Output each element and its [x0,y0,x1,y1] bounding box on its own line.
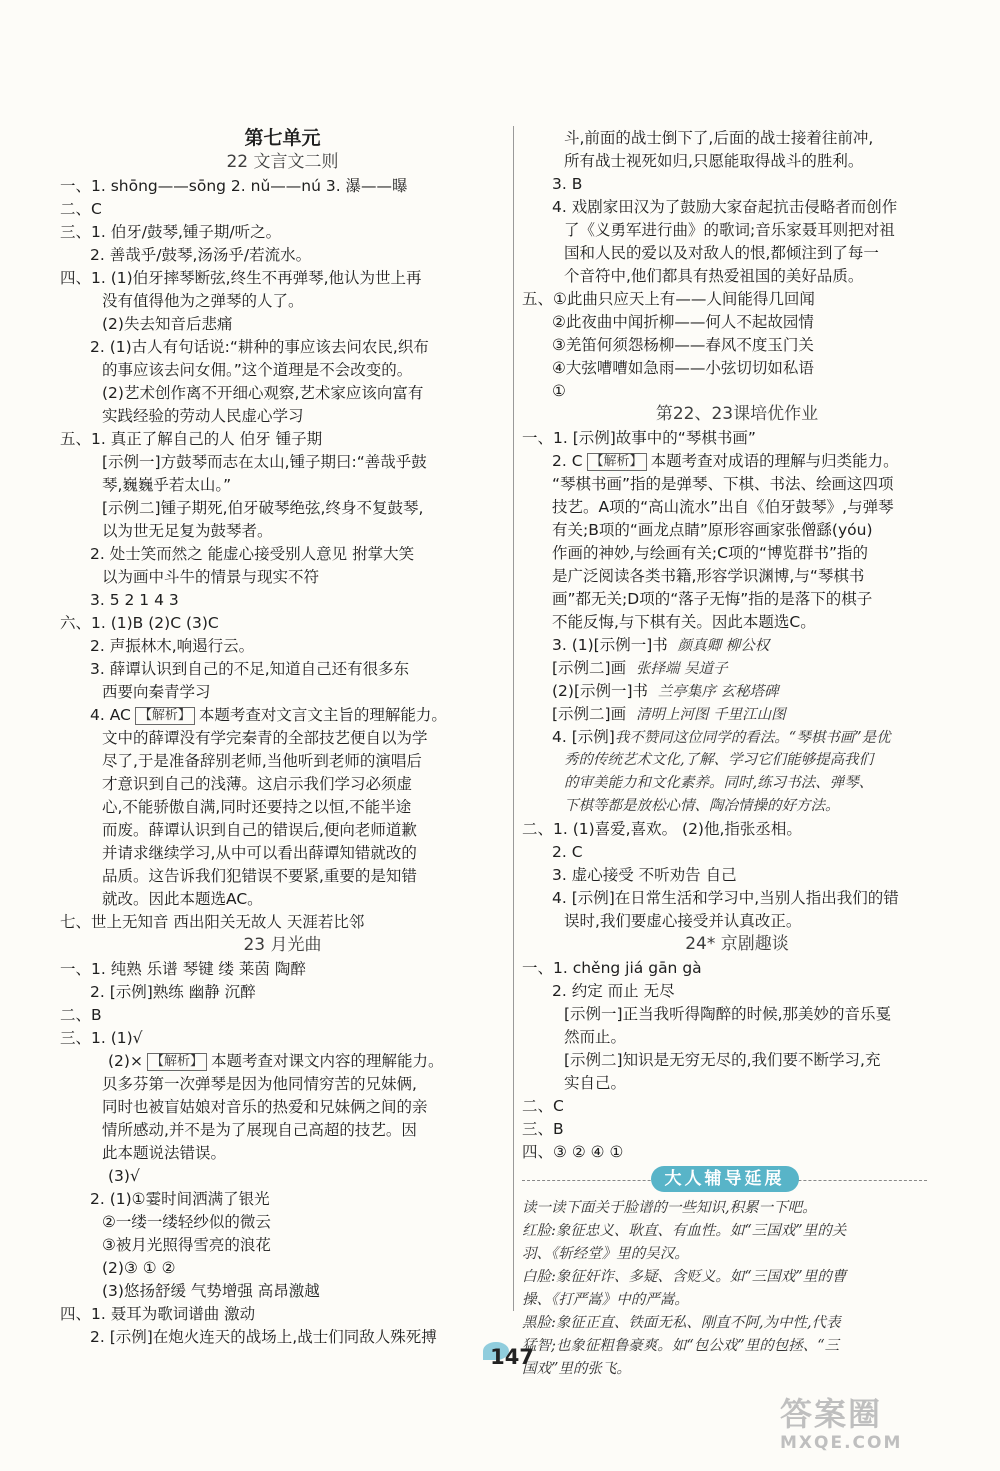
answer-line: 画”都无关;D项的“落子无悔”指的是落下的棋子 [552,590,873,608]
answer-line: 尽了,于是准备辞别老师,当他听到老师的演唱后 [102,752,422,770]
answer-line: 以为世无足复为鼓琴者。 [102,522,273,540]
tutor-line: 操、《打严嵩》中的严嵩。 [522,1292,689,1308]
answer-line: 三、1. (1)√ [60,1029,143,1047]
answer-text: 3. (1)[示例一]书 [552,636,668,654]
answer-line: 斗,前面的战士倒下了,后面的战士接着往前冲, [564,129,874,147]
answer-line: 3. B [552,175,583,193]
answer-line: 实践经验的劳动人民虚心学习 [102,407,304,425]
answer-text: (2)× [108,1052,143,1070]
answer-line: 三、1. 伯牙/鼓琴,锺子期/听之。 [60,223,282,241]
answer-line: 作画的神妙,与绘画有关;C项的“博览群书”指的 [552,544,869,562]
answer-line: [示例一]正当我听得陶醉的时候,那美妙的音乐戛 [564,1005,892,1023]
unit-title: 第七单元 [244,127,321,149]
handwritten-answer: 颜真卿 柳公权 [677,638,770,654]
answer-text: [示例二]画 [552,705,627,723]
answer-line: 的事应该去问女佣。”这个道理是不会改变的。 [102,361,413,379]
answer-line: 品质。这告诉我们犯错误不要紧,重要的是知错 [102,867,417,885]
tutor-line: 白脸:象征奸诈、多疑、含贬义。如“三国戏”里的曹 [522,1269,847,1285]
answer-text: [示例二]画 [552,659,627,677]
answer-line: 心,不能骄傲自满,同时还要持之以恒,不能半途 [102,798,412,816]
answer-line: 四、③ ② ④ ① [522,1143,624,1161]
answer-line: 个音符中,他们都具有热爱祖国的美好品质。 [564,267,864,285]
answer-line: 二、1. (1)喜爱,喜欢。 (2)他,指张丞相。 [522,820,802,838]
answer-line: 有关;B项的“画龙点睛”原形容画家张僧繇(yóu) [552,521,873,539]
answer-line: 实自己。 [564,1074,627,1092]
watermark [780,1395,980,1455]
answer-line [522,656,952,680]
answer-line: 然而止。 [564,1028,627,1046]
tutor-line: 国戏”里的张飞。 [522,1361,631,1377]
answer-line: 2. 善哉乎/鼓琴,汤汤乎/若流水。 [90,246,312,264]
answer-line: 2. [示例]熟练 幽静 沉醉 [90,983,256,1001]
answer-line: 是广泛阅读各类书籍,形容学识渊博,与“琴棋书 [552,567,865,585]
answer-line [522,679,952,703]
handwritten-answer: 兰亭集序 玄秘塔碑 [657,684,779,700]
answer-line: 2. (1)①霎时间洒满了银光 [90,1190,270,1208]
handwritten-answer: 我不赞同这位同学的看法。“琴棋书画”是优 [614,730,891,746]
answer-line: 技艺。A项的“高山流水”出自《伯牙鼓琴》,与弹琴 [552,498,894,516]
answer-line: 2. 声振林木,响遏行云。 [90,637,255,655]
answer-line: ②此夜曲中闻折柳——何人不起故园情 [552,313,814,331]
answer-line: ③羌笛何须怨杨柳——春风不度玉门关 [552,336,814,354]
explain-text: 本题考查对成语的理解与归类能力。 [650,452,899,470]
answer-line [60,1049,505,1073]
explain-tag: 【解析】 [147,1053,207,1071]
section-title: 第22、23课培优作业 [655,404,819,424]
handwritten-line: 秀的传统艺术文化,了解、学习它们能够提高我们 [564,752,874,768]
answer-line: 3. 虚心接受 不听劝告 自己 [552,866,737,884]
answer-line: (2)艺术创作离不开细心观察,艺术家应该向富有 [102,384,424,402]
handwritten-line: 的审美能力和文化素养。同时,练习书法、弹琴、 [564,775,874,791]
tutor-line: 读一读下面关于脸谱的一些知识,积累一下吧。 [522,1200,817,1216]
answer-line: 没有值得他为之弹琴的人了。 [102,292,304,310]
answer-line: 2. [示例]在炮火连天的战场上,战士们同敌人殊死搏 [90,1328,437,1346]
answer-line: 三、B [522,1120,564,1138]
answer-line: ④大弦嘈嘈如急雨——小弦切切如私语 [552,359,814,377]
answer-line: 所有战士视死如归,只愿能取得战斗的胜利。 [564,152,864,170]
answer-line: 一、1. shōng——sōng 2. nǔ——nú 3. 瀑——曝 [60,177,408,195]
answer-line: 七、世上无知音 西出阳关无故人 天涯若比邻 [60,913,365,931]
answer-line: 二、C [522,1097,564,1115]
tutor-extension-title: 大人辅导延展 [651,1166,799,1192]
explain-text: 本题考查对课文内容的理解能力。 [210,1052,444,1070]
answer-line: 2. C [552,843,583,861]
answer-line: 四、1. 聂耳为歌词谱曲 激动 [60,1305,256,1323]
page-number: 147 [483,1340,541,1374]
tutor-line: 猛智;也象征粗鲁豪爽。如“包公戏”里的包拯、“三 [522,1338,840,1354]
answer-line: 琴,巍巍乎若太山。” [102,476,232,494]
answer-line: 五、1. 真正了解自己的人 伯牙 锺子期 [60,430,323,448]
answer-line [60,703,505,727]
lesson-22-title: 22 文言文二则 [226,152,339,172]
answer-line: 二、B [60,1006,102,1024]
answer-line: (3)悠扬舒缓 气势增强 高昂激越 [102,1282,320,1300]
answer-line: 西要向秦青学习 [102,683,211,701]
answer-line: 2. 处士笑而然之 能虚心接受别人意见 拊掌大笑 [90,545,415,563]
answer-line: 五、①此曲只应天上有——人间能得几回闻 [522,290,815,308]
answer-line: “琴棋书画”指的是弹琴、下棋、书法、绘画这四项 [552,475,894,493]
answer-text: 4. AC [90,706,131,724]
answer-line [522,633,952,657]
answer-line: 才意识到自己的浅薄。这启示我们学习必须虚 [102,775,413,793]
answer-text: 2. C [552,452,583,470]
explain-tag: 【解析】 [135,707,195,725]
tutor-extension-banner [522,1166,927,1194]
answer-line: 而废。薛谭认识到自己的错误后,便向老师道歉 [102,821,417,839]
answer-line [522,702,952,726]
explain-text: 本题考查对文言文主旨的理解能力。 [198,706,447,724]
answer-line: 以为画中斗牛的情景与现实不符 [102,568,320,586]
answer-line: 并请求继续学习,从中可以看出薛谭知错就改的 [102,844,417,862]
handwritten-answer: 张择端 吴道子 [635,661,728,677]
answer-text: 4. [示例] [552,728,615,746]
answer-line: 2. (1)古人有句话说:“耕种的事应该去问农民,织布 [90,338,429,356]
answer-line: 3. 薛谭认识到自己的不足,知道自己还有很多东 [90,660,410,678]
answer-line: 国和人民的爱以及对敌人的恨,都倾注到了每一 [564,244,879,262]
answer-line: 同时也被盲姑娘对音乐的热爱和兄妹俩之间的亲 [102,1098,428,1116]
answer-line: [示例二]锺子期死,伯牙破琴绝弦,终身不复鼓琴, [102,499,424,517]
watermark-url: MXQE.COM [780,1433,903,1453]
answer-line: 四、1. (1)伯牙摔琴断弦,终生不再弹琴,他认为世上再 [60,269,422,287]
answer-line: 误时,我们要虚心接受并认真改正。 [564,912,802,930]
column-divider [513,126,514,1311]
tutor-line: 黑脸:象征正直、铁面无私、刚直不阿,为中性,代表 [522,1315,841,1331]
answer-line: 此本题说法错误。 [102,1144,227,1162]
lesson-24-title: 24* 京剧趣谈 [685,934,789,954]
answer-line: (2)失去知音后悲痛 [102,315,233,333]
answer-line: 文中的薛谭没有学完秦青的全部技艺便自以为学 [102,729,428,747]
answer-line: 2. 约定 而止 无尽 [552,982,675,1000]
handwritten-line: 下棋等都是放松心情、陶冶情操的好方法。 [564,798,840,814]
answer-line [522,725,952,749]
answer-line: 一、1. 纯熟 乐谱 琴键 缕 莱茵 陶醉 [60,960,306,978]
watermark-logo-text: 答案圈 [780,1395,883,1433]
answer-line: (3)√ [108,1167,140,1185]
answer-line: ③被月光照得雪亮的浪花 [102,1236,271,1254]
answer-line: [示例一]方鼓琴而志在太山,锺子期曰:“善哉乎鼓 [102,453,427,471]
answer-line: 4. 戏剧家田汉为了鼓励大家奋起抗击侵略者而创作 [552,198,898,216]
answer-line: ②一缕一缕轻纱似的微云 [102,1213,271,1231]
handwritten-answer: 清明上河图 千里江山图 [635,707,786,723]
answer-line: 不能反悔,与下棋有关。因此本题选C。 [552,613,816,631]
answer-line: 情所感动,并不是为了展现自己高超的技艺。因 [102,1121,417,1139]
answer-line: 二、C [60,200,102,218]
answer-line: 了《义勇军进行曲》的歌词;音乐家聂耳则把对祖 [564,221,895,239]
explain-tag: 【解析】 [587,453,647,471]
answer-line: 就改。因此本题选AC。 [102,890,263,908]
answer-line: (2)③ ① ② [102,1259,176,1277]
answer-line: 3. 5 2 1 4 3 [90,591,179,609]
answer-line [522,449,952,473]
answer-line: ① [552,382,566,400]
answer-line: 4. [示例]在日常生活和学习中,当别人指出我们的错 [552,889,899,907]
tutor-line: 红脸:象征忠义、耿直、有血性。如“三国戏”里的关 [522,1223,847,1239]
answer-line: 一、1. chěng jiá gān gà [522,959,702,977]
lesson-23-title: 23 月光曲 [243,935,322,955]
answer-line: [示例二]知识是无穷无尽的,我们要不断学习,充 [564,1051,881,1069]
answer-line: 贝多芬第一次弹琴是因为他同情穷苦的兄妹俩, [102,1075,417,1093]
answer-text: (2)[示例一]书 [552,682,649,700]
answer-line: 一、1. [示例]故事中的“琴棋书画” [522,429,756,447]
tutor-line: 羽、《斩经堂》里的吴汉。 [522,1246,689,1262]
answer-line: 六、1. (1)B (2)C (3)C [60,614,219,632]
